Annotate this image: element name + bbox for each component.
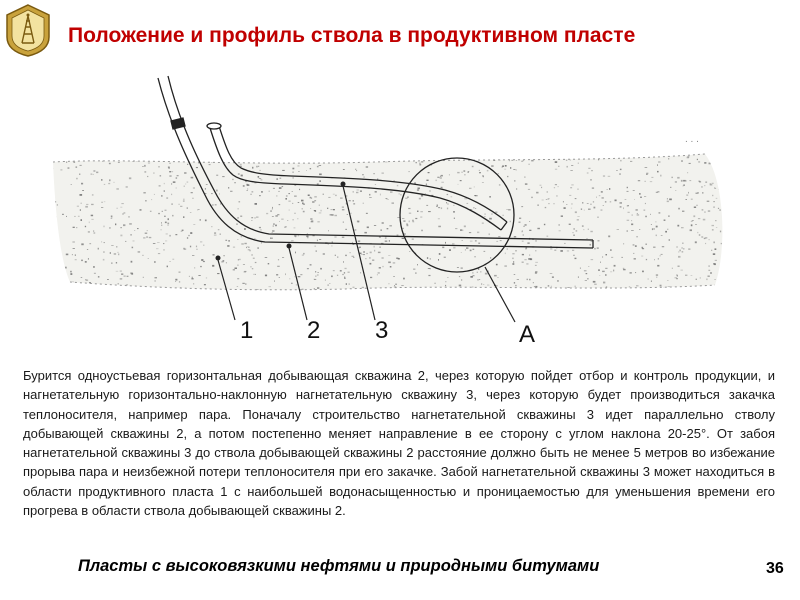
productive-formation-1: [51, 134, 731, 296]
slide-title: Положение и профиль ствола в продуктивном пласте: [68, 24, 636, 47]
label-1: 1: [240, 317, 254, 344]
description-text: Бурится одноустьевая горизонтальная добывающая скважина 2, через которую пойдет отбор и контроль продукции, и нагнетательную горизонтально-наклонную нагнетательную скважину 3, через которую будет производиться закачка теплоносителя, например пара. Поначалу строительство нагнетательной скважины 3 идет параллельно стволу добывающей скважины 2, а потом постепенно меняет направление в ее сторону с углом наклона 20-25°. От забоя нагнетательной скважины 3 до ствола добывающей скважины 2 расстояние должно быть не менее 5 метров во избежание прорыва пара и неизбежной потери теплоносителя при его закачке. Забой нагнетательной скважины 3 может находиться в области продуктивного пласта 1 с наибольшей водонасыщенностью и проницаемостью для уменьшения времени его прогрева в области ствола добывающей скважины 2.: [23, 368, 775, 519]
page-number: 36: [766, 560, 784, 577]
logo-emblem-icon: [3, 3, 53, 58]
label-a: A: [519, 321, 536, 348]
label-2: 2: [307, 317, 321, 344]
well-profile-diagram: [45, 70, 745, 355]
footer-caption: Пласты с высоковязкими нефтями и природными битумами: [78, 557, 600, 575]
svg-text:. . .: . . .: [685, 134, 699, 145]
label-3: 3: [375, 317, 389, 344]
